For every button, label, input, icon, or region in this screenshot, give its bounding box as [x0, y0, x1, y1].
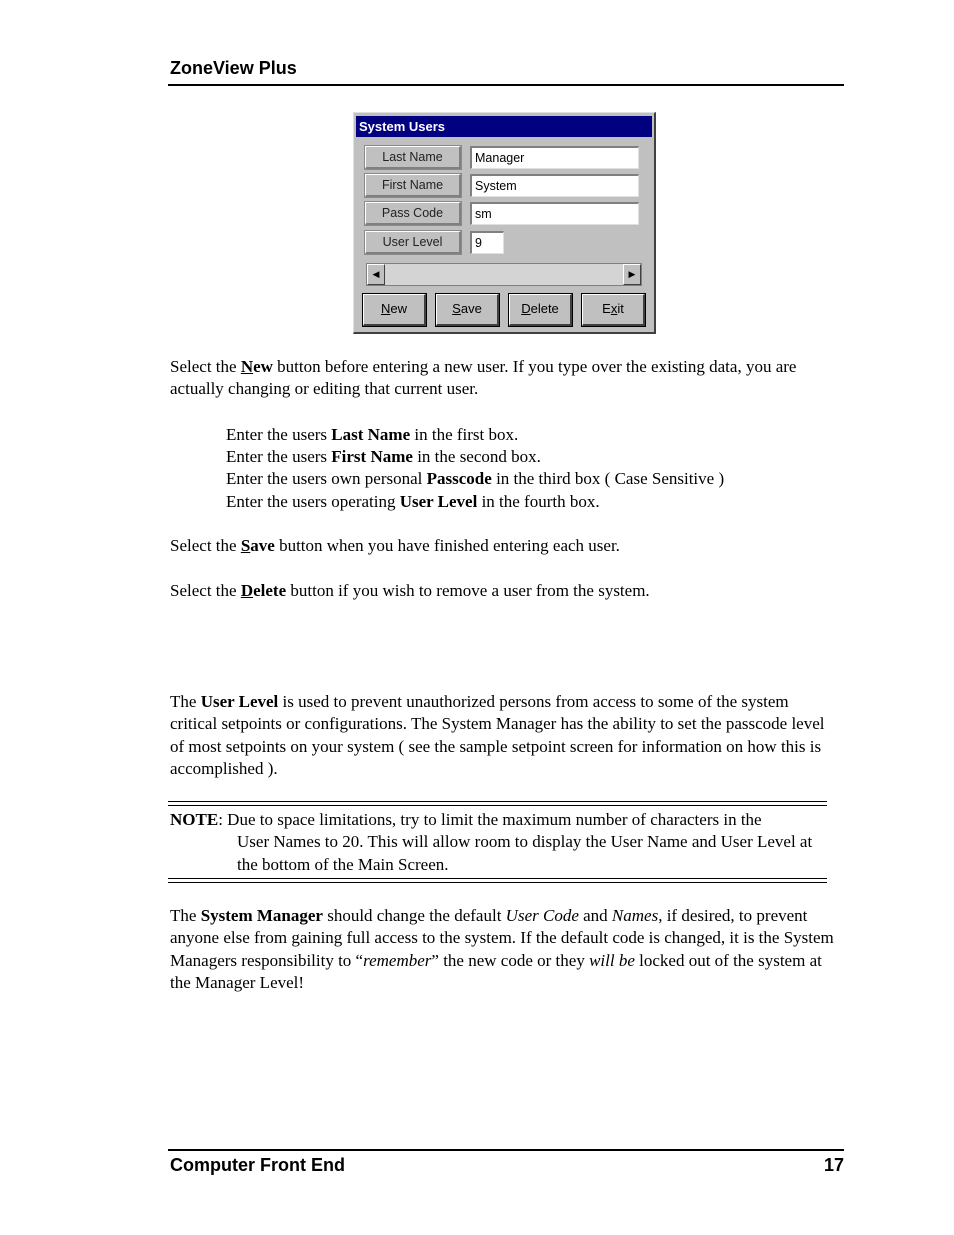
- paragraph-system-manager: The System Manager should change the default User Code and Names, if desired, to prevent anyone else from gaining full access to the system. If the default code is changed, it is the System Managers responsibility to “remember” the new code or they will be locked out of the system at the Manager Level!: [170, 906, 834, 992]
- pass-code-label: Pass Code: [365, 202, 461, 225]
- paragraph-new: Select the New button before entering a new user. If you type over the existing data, you are actually changing or editing that current user.: [170, 357, 797, 399]
- step-user-level: Enter the users operating User Level in the fourth box.: [226, 492, 600, 511]
- last-name-label: Last Name: [365, 146, 461, 169]
- pass-code-field[interactable]: sm: [470, 202, 639, 225]
- step-passcode: Enter the users own personal Passcode in the third box ( Case Sensitive ): [226, 469, 725, 488]
- step-first-name: Enter the users First Name in the second box.: [226, 447, 541, 466]
- system-users-dialog: [353, 112, 656, 334]
- user-level-field[interactable]: 9: [470, 231, 504, 254]
- new-button[interactable]: New: [363, 294, 426, 326]
- note-bottom-rule: [168, 878, 827, 883]
- paragraph-user-level: The User Level is used to prevent unauthorized persons from access to some of the system critical setpoints or configurations. The System Manager has the ability to set the passcode level of most setpoints on your system ( see the sample setpoint screen for information on how this is accomplished ).: [170, 692, 825, 778]
- horizontal-scrollbar[interactable]: [366, 263, 642, 286]
- footer-section-title: Computer Front End: [170, 1155, 345, 1175]
- scroll-left-icon[interactable]: ◀: [367, 264, 385, 285]
- dialog-title: System Users: [356, 116, 652, 137]
- footer-rule: [168, 1149, 844, 1151]
- header-rule: [168, 84, 844, 86]
- paragraph-delete: Select the Delete button if you wish to remove a user from the system.: [170, 581, 650, 600]
- step-last-name: Enter the users Last Name in the first box.: [226, 425, 519, 444]
- first-name-label: First Name: [365, 174, 461, 197]
- user-level-label: User Level: [365, 231, 461, 254]
- note-top-rule: [168, 801, 827, 806]
- save-button[interactable]: Save: [436, 294, 499, 326]
- exit-button[interactable]: Exit: [582, 294, 645, 326]
- first-name-field[interactable]: System: [470, 174, 639, 197]
- paragraph-save: Select the Save button when you have finished entering each user.: [170, 536, 620, 555]
- last-name-field[interactable]: Manager: [470, 146, 639, 169]
- scroll-right-icon[interactable]: ▶: [623, 264, 641, 285]
- page-header-title: ZoneView Plus: [170, 58, 297, 78]
- note-block: NOTE: Due to space limitations, try to limit the maximum number of characters in the User Names to 20. This will allow room to display the User Name and User Level at the bottom of the Main Screen.: [170, 810, 813, 874]
- delete-button[interactable]: Delete: [509, 294, 572, 326]
- page-number: 17: [823, 1155, 844, 1175]
